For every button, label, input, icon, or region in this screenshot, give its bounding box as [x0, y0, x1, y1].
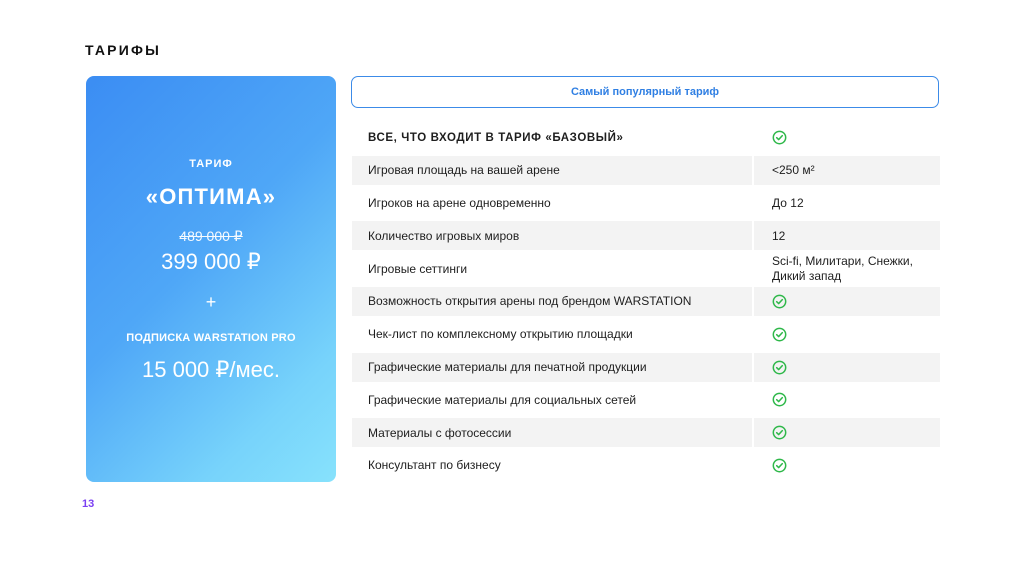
feature-name: Консультант по бизнесу	[368, 458, 501, 473]
check-circle-icon	[772, 392, 787, 407]
feature-value	[754, 451, 940, 480]
plan-price: 399 000 ₽	[161, 249, 261, 274]
features-table	[352, 123, 940, 484]
feature-name: Материалы с фотосессии	[352, 418, 752, 447]
table-row	[352, 221, 940, 250]
feature-name: Игровая площадь на вашей арене	[352, 156, 752, 185]
feature-name: Графические материалы для социальных сетей	[368, 392, 637, 407]
plan-card	[86, 76, 336, 482]
table-row	[352, 287, 940, 316]
check-circle-icon	[772, 360, 787, 375]
feature-value: Sci-fi, Милитари, Снежки, Дикий запад	[772, 254, 913, 283]
plan-name: «ОПТИМА»	[145, 184, 277, 209]
feature-name: Количество игровых миров	[352, 221, 752, 250]
table-row	[352, 385, 940, 414]
subscription-label: ПОДПИСКА WARSTATION PRO	[126, 332, 296, 344]
check-circle-icon	[772, 458, 787, 473]
table-row	[352, 156, 940, 185]
page-title: ТАРИФЫ	[85, 42, 162, 58]
check-circle-icon	[772, 130, 787, 145]
feature-value	[754, 320, 940, 349]
feature-name: Игровые сеттинги	[368, 261, 468, 276]
table-row	[352, 451, 940, 480]
feature-value	[754, 353, 940, 382]
table-row	[352, 353, 940, 382]
table-row	[352, 254, 940, 283]
feature-name: ВСЕ, ЧТО ВХОДИТ В ТАРИФ «БАЗОВЫЙ»	[368, 131, 624, 144]
feature-value: До 12	[772, 195, 804, 210]
subscription-price: 15 000 ₽/мес.	[142, 357, 280, 382]
table-row	[352, 123, 940, 152]
feature-name: Возможность открытия арены под брендом WARSTATION	[352, 287, 752, 316]
check-circle-icon	[772, 327, 787, 342]
feature-value	[754, 418, 940, 447]
feature-value: <250 м²	[754, 156, 940, 185]
table-row	[352, 418, 940, 447]
feature-value	[754, 287, 940, 316]
page-number: 13	[82, 498, 95, 510]
table-row	[352, 320, 940, 349]
feature-value	[754, 123, 940, 152]
plan-old-price: 489 000 ₽	[179, 228, 243, 244]
feature-value: 12	[754, 221, 940, 250]
table-row	[352, 189, 940, 218]
check-circle-icon	[772, 425, 787, 440]
feature-name: Игроков на арене одновременно	[368, 196, 551, 211]
feature-value	[754, 385, 940, 414]
popular-plan-banner: Самый популярный тариф	[351, 76, 939, 108]
feature-name: Графические материалы для печатной продукции	[352, 353, 752, 382]
check-circle-icon	[772, 294, 787, 309]
plus-sign: +	[205, 292, 217, 312]
plan-label: ТАРИФ	[189, 158, 233, 170]
feature-name: Чек-лист по комплексному открытию площадки	[368, 327, 633, 342]
